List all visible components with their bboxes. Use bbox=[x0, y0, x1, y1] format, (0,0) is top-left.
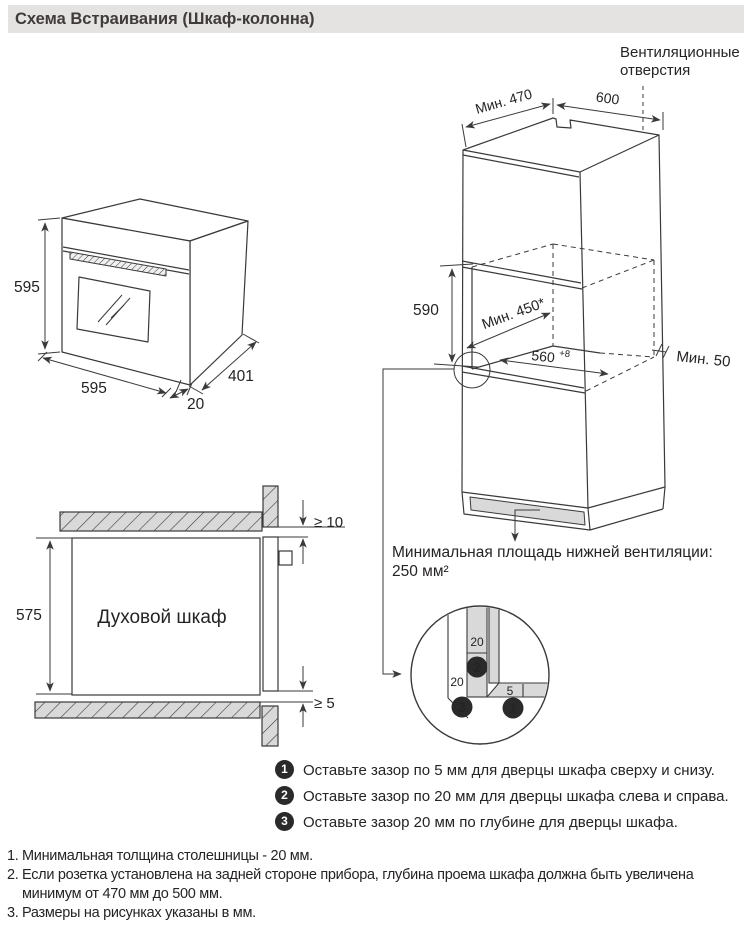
detail-left-gap-label: 20 bbox=[450, 675, 464, 689]
detail-badge-1 bbox=[503, 698, 524, 719]
oven-height-label: 595 bbox=[14, 279, 40, 296]
detail-circle-drawing bbox=[411, 600, 551, 744]
cabinet-width-label: 600 bbox=[595, 88, 621, 108]
footnotes bbox=[7, 847, 747, 923]
niche-width-tolerance: +8 bbox=[558, 348, 571, 361]
lower-front-frame bbox=[262, 706, 278, 746]
page-title: Схема Встраивания (Шкаф-колонна) bbox=[15, 10, 315, 28]
ventilation-holes-label: Вентиляционные отверстия bbox=[620, 44, 740, 79]
top-gap-label: ≥ 10 bbox=[314, 514, 344, 531]
door-handle-section bbox=[279, 551, 292, 565]
oven-width-label: 595 bbox=[81, 380, 107, 397]
oven-frame-depth-label: 20 bbox=[187, 396, 205, 413]
section-height-label: 575 bbox=[16, 607, 42, 624]
cabinet-depth-label: Мин. 470 bbox=[473, 85, 534, 117]
countertop-panel bbox=[60, 512, 262, 531]
bottom-gap-label: ≥ 5 bbox=[314, 695, 335, 712]
footnote-1: 1. Минимальная толщина столешницы - 20 мм. bbox=[7, 848, 313, 864]
cabinet-3d-drawing bbox=[454, 86, 665, 530]
upper-front-frame bbox=[263, 486, 278, 527]
niche-width-label: 560 bbox=[530, 347, 556, 366]
legend-badge-1: 1 bbox=[275, 760, 294, 779]
section-oven-label: Духовой шкаф bbox=[97, 607, 227, 628]
gap-legend bbox=[275, 760, 745, 838]
cabinet-base bbox=[462, 487, 665, 530]
legend-badge-3: 3 bbox=[275, 812, 294, 831]
detail-badge-3 bbox=[452, 697, 473, 718]
detail-bottom-gap-label: 5 bbox=[506, 684, 514, 698]
niche-depth-label: Мин. 450* bbox=[479, 295, 548, 334]
svg-text:3: 3 bbox=[458, 700, 466, 715]
detail-top-gap-label: 20 bbox=[470, 635, 484, 649]
oven-depth-label: 401 bbox=[228, 368, 254, 385]
cabinet-dimensions bbox=[383, 98, 669, 674]
footnote-2: 2. Если розетка установлена на задней стороне прибора, глубина проема шкафа должна быть увеличена минимум от 470 мм до 500 мм. bbox=[7, 867, 694, 902]
svg-text:2: 2 bbox=[473, 660, 481, 675]
legend-item-1 bbox=[275, 760, 745, 780]
svg-text:1: 1 bbox=[509, 701, 517, 716]
legend-text-1: Оставьте зазор по 5 мм для дверцы шкафа сверху и снизу. bbox=[303, 762, 715, 779]
bottom-ventilation-note: Минимальная площадь нижней вентиляции: 250 мм² bbox=[392, 544, 713, 580]
bottom-panel bbox=[35, 702, 260, 718]
oven-door-section bbox=[263, 537, 278, 691]
detail-badge-2 bbox=[467, 657, 488, 678]
oven-3d-drawing bbox=[62, 199, 248, 385]
back-gap-label: Мин. 50 bbox=[675, 348, 732, 371]
legend-text-2: Оставьте зазор по 20 мм для дверцы шкафа слева и справа. bbox=[303, 788, 729, 805]
footnote-3: 3. Размеры на рисунках указаны в мм. bbox=[7, 905, 256, 921]
legend-badge-2: 2 bbox=[275, 786, 294, 805]
legend-text-3: Оставьте зазор 20 мм по глубине для дверцы шкафа. bbox=[303, 814, 678, 831]
legend-item-2 bbox=[275, 786, 745, 806]
niche-height-label: 590 bbox=[413, 302, 439, 319]
back-gap-mark bbox=[652, 344, 669, 358]
legend-item-3 bbox=[275, 812, 745, 832]
